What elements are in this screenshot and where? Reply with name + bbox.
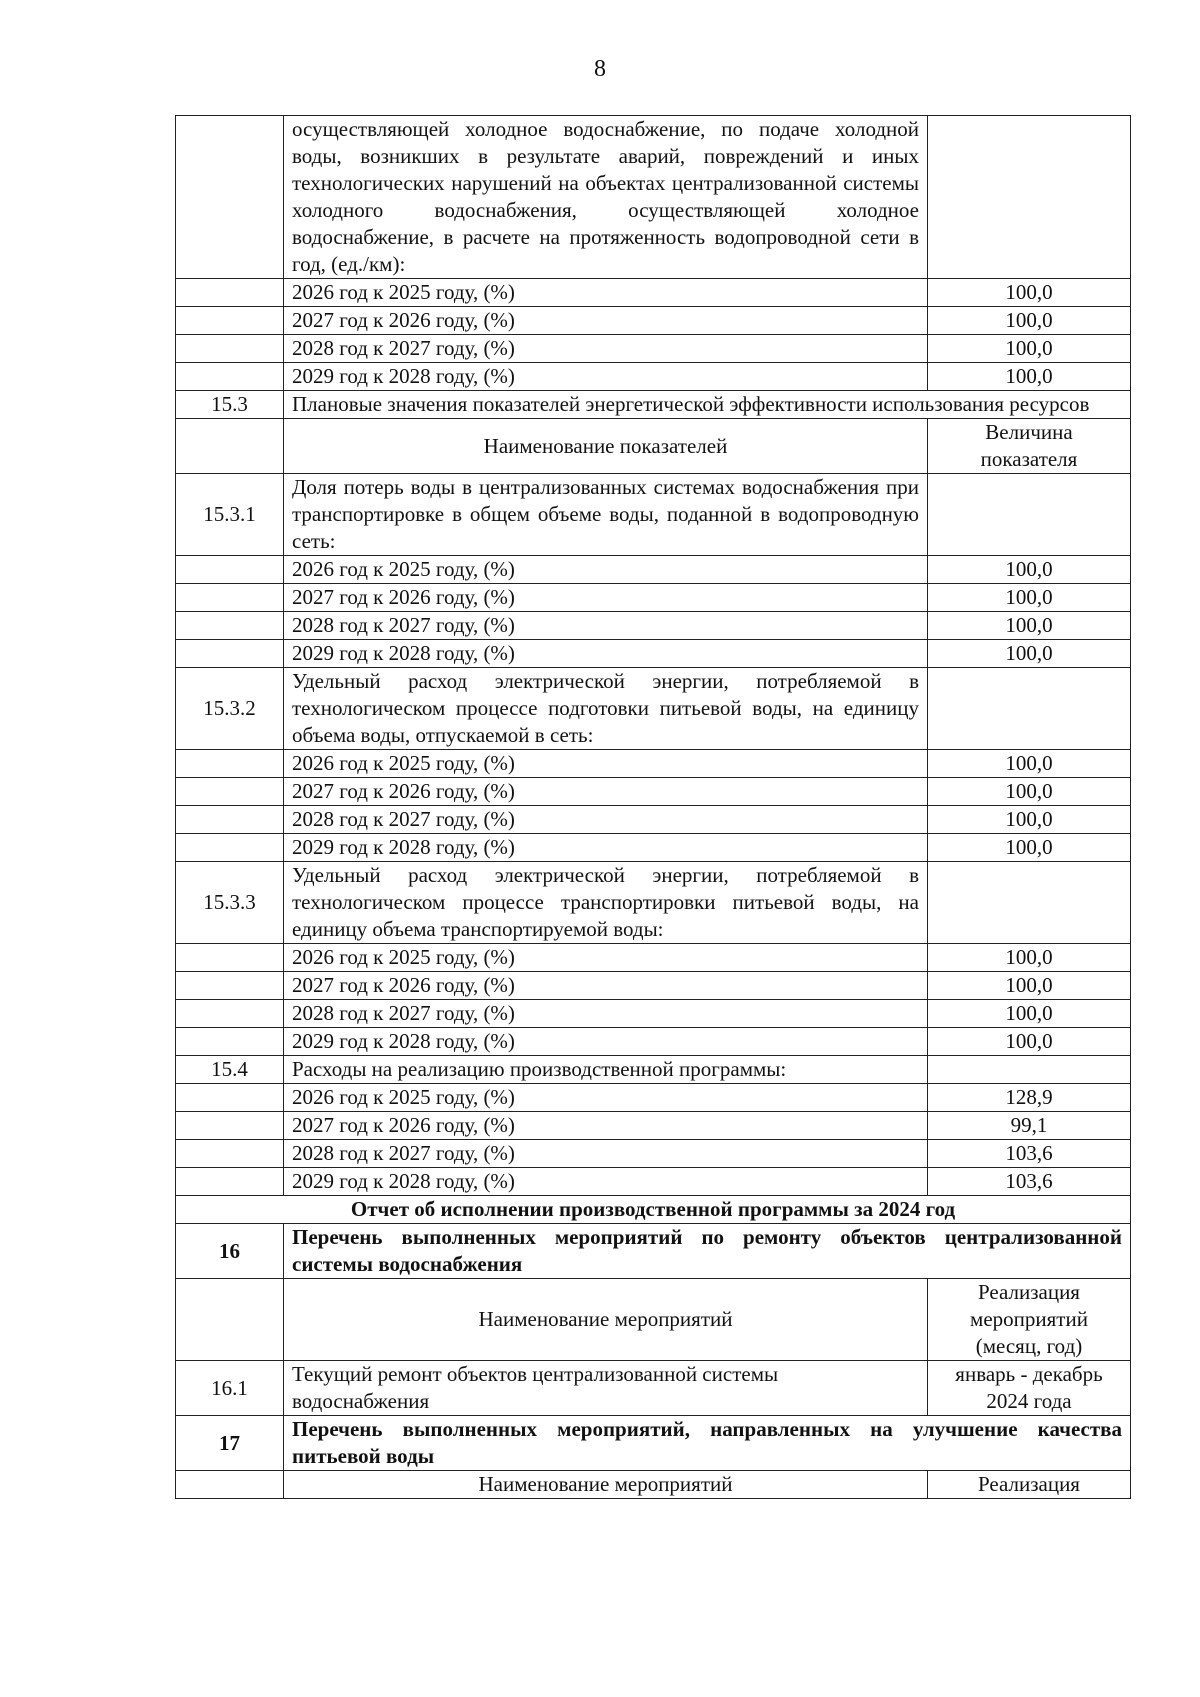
year-value: 100,0 [928,612,1131,640]
section-number: 17 [176,1416,284,1471]
section-row [176,1224,1131,1279]
table-row [176,363,1131,391]
year-label: 2026 год к 2025 году, (%) [284,944,928,972]
column-header-value: Величина показателя [928,419,1131,474]
number-cell [176,116,284,279]
table-row [176,778,1131,806]
year-label: 2026 год к 2025 году, (%) [284,279,928,307]
year-label: 2028 год к 2027 году, (%) [284,806,928,834]
year-value: 100,0 [928,834,1131,862]
table-row [176,474,1131,556]
section-number: 15.3.1 [176,474,284,556]
indicators-table [175,115,1131,1499]
table-row [176,116,1131,279]
year-value: 100,0 [928,307,1131,335]
page-number: 8 [594,56,606,82]
column-header-name: Наименование показателей [284,419,928,474]
year-value: 100,0 [928,972,1131,1000]
table-row [176,806,1131,834]
year-label: 2026 год к 2025 году, (%) [284,1084,928,1112]
year-label: 2028 год к 2027 году, (%) [284,335,928,363]
section-row [176,391,1131,419]
column-header-name: Наименование мероприятий [284,1279,928,1361]
table-row [176,750,1131,778]
table-row [176,972,1131,1000]
table-row [176,612,1131,640]
year-label: 2026 год к 2025 году, (%) [284,556,928,584]
table-row [176,1361,1131,1416]
section-title: Плановые значения показателей энергетической эффективности использования ресурсов [284,391,1131,419]
section-number: 15.3 [176,391,284,419]
table-row [176,944,1131,972]
report-title: Отчет об исполнении производственной программы за 2024 год [176,1196,1131,1224]
year-value: 100,0 [928,806,1131,834]
table-row [176,279,1131,307]
year-label: 2029 год к 2028 году, (%) [284,640,928,668]
year-label: 2027 год к 2026 году, (%) [284,307,928,335]
table-row [176,1000,1131,1028]
table-row [176,1168,1131,1196]
year-value: 99,1 [928,1112,1131,1140]
year-value: 100,0 [928,640,1131,668]
section-title: Перечень выполненных мероприятий, направленных на улучшение качества питьевой воды [284,1416,1131,1471]
header-row [176,419,1131,474]
year-value: 100,0 [928,1000,1131,1028]
year-value: 100,0 [928,363,1131,391]
section-number: 16.1 [176,1361,284,1416]
table-row [176,335,1131,363]
year-value: 100,0 [928,1028,1131,1056]
table-row [176,584,1131,612]
report-title-row [176,1196,1131,1224]
year-value: 103,6 [928,1168,1131,1196]
table-row [176,1056,1131,1084]
section-number: 15.4 [176,1056,284,1084]
year-label: 2029 год к 2028 году, (%) [284,1028,928,1056]
year-label: 2028 год к 2027 году, (%) [284,612,928,640]
year-value: 100,0 [928,335,1131,363]
column-header-value: Реализация мероприятий (месяц, год) [928,1279,1131,1361]
year-value: 100,0 [928,556,1131,584]
value-cell [928,116,1131,279]
year-label: 2027 год к 2026 году, (%) [284,584,928,612]
year-label: 2029 год к 2028 году, (%) [284,363,928,391]
year-label: 2027 год к 2026 году, (%) [284,1112,928,1140]
section-number: 15.3.3 [176,862,284,944]
section-number: 16 [176,1224,284,1279]
year-value: 103,6 [928,1140,1131,1168]
indicator-text: Удельный расход электрической энергии, потребляемой в технологическом процессе транспортировки питьевой воды, на единицу объема транспортируемой воды: [284,862,928,944]
indicator-text: Текущий ремонт объектов централизованной системы водоснабжения [284,1361,928,1416]
table-row [176,834,1131,862]
indicator-text: Расходы на реализацию производственной программы: [284,1056,928,1084]
indicator-text: осуществляющей холодное водоснабжение, по подаче холодной воды, возникших в результате аварий, повреждений и иных технологических нарушений на объектах централизованной системы холодного водоснабжения, осуществляющей холодное водоснабжение, в расчете на протяженность водопроводной сети в год, (ед./км): [284,116,928,279]
section-number: 15.3.2 [176,668,284,750]
column-header-name: Наименование мероприятий [284,1471,928,1499]
table-row [176,1140,1131,1168]
year-value: 128,9 [928,1084,1131,1112]
year-label: 2028 год к 2027 году, (%) [284,1140,928,1168]
section-title: Перечень выполненных мероприятий по ремонту объектов централизованной системы водоснабжения [284,1224,1131,1279]
year-value: 100,0 [928,778,1131,806]
indicator-text: Удельный расход электрической энергии, потребляемой в технологическом процессе подготовки питьевой воды, на единицу объема воды, отпускаемой в сеть: [284,668,928,750]
table-row [176,640,1131,668]
year-label: 2027 год к 2026 году, (%) [284,972,928,1000]
table-row [176,307,1131,335]
year-value: 100,0 [928,279,1131,307]
year-label: 2029 год к 2028 году, (%) [284,834,928,862]
header-row [176,1279,1131,1361]
header-row [176,1471,1131,1499]
year-label: 2028 год к 2027 году, (%) [284,1000,928,1028]
year-value: 100,0 [928,944,1131,972]
table-row [176,862,1131,944]
table-row [176,1028,1131,1056]
table-row [176,668,1131,750]
indicator-text: Доля потерь воды в централизованных системах водоснабжения при транспортировке в общем объеме воды, поданной в водопроводную сеть: [284,474,928,556]
year-value: 100,0 [928,750,1131,778]
year-label: 2027 год к 2026 году, (%) [284,778,928,806]
column-header-value: Реализация [928,1471,1131,1499]
table-row [176,1112,1131,1140]
implementation-value: январь - декабрь 2024 года [928,1361,1131,1416]
section-row [176,1416,1131,1471]
year-label: 2029 год к 2028 году, (%) [284,1168,928,1196]
table-row [176,1084,1131,1112]
year-label: 2026 год к 2025 году, (%) [284,750,928,778]
table-row [176,556,1131,584]
year-value: 100,0 [928,584,1131,612]
